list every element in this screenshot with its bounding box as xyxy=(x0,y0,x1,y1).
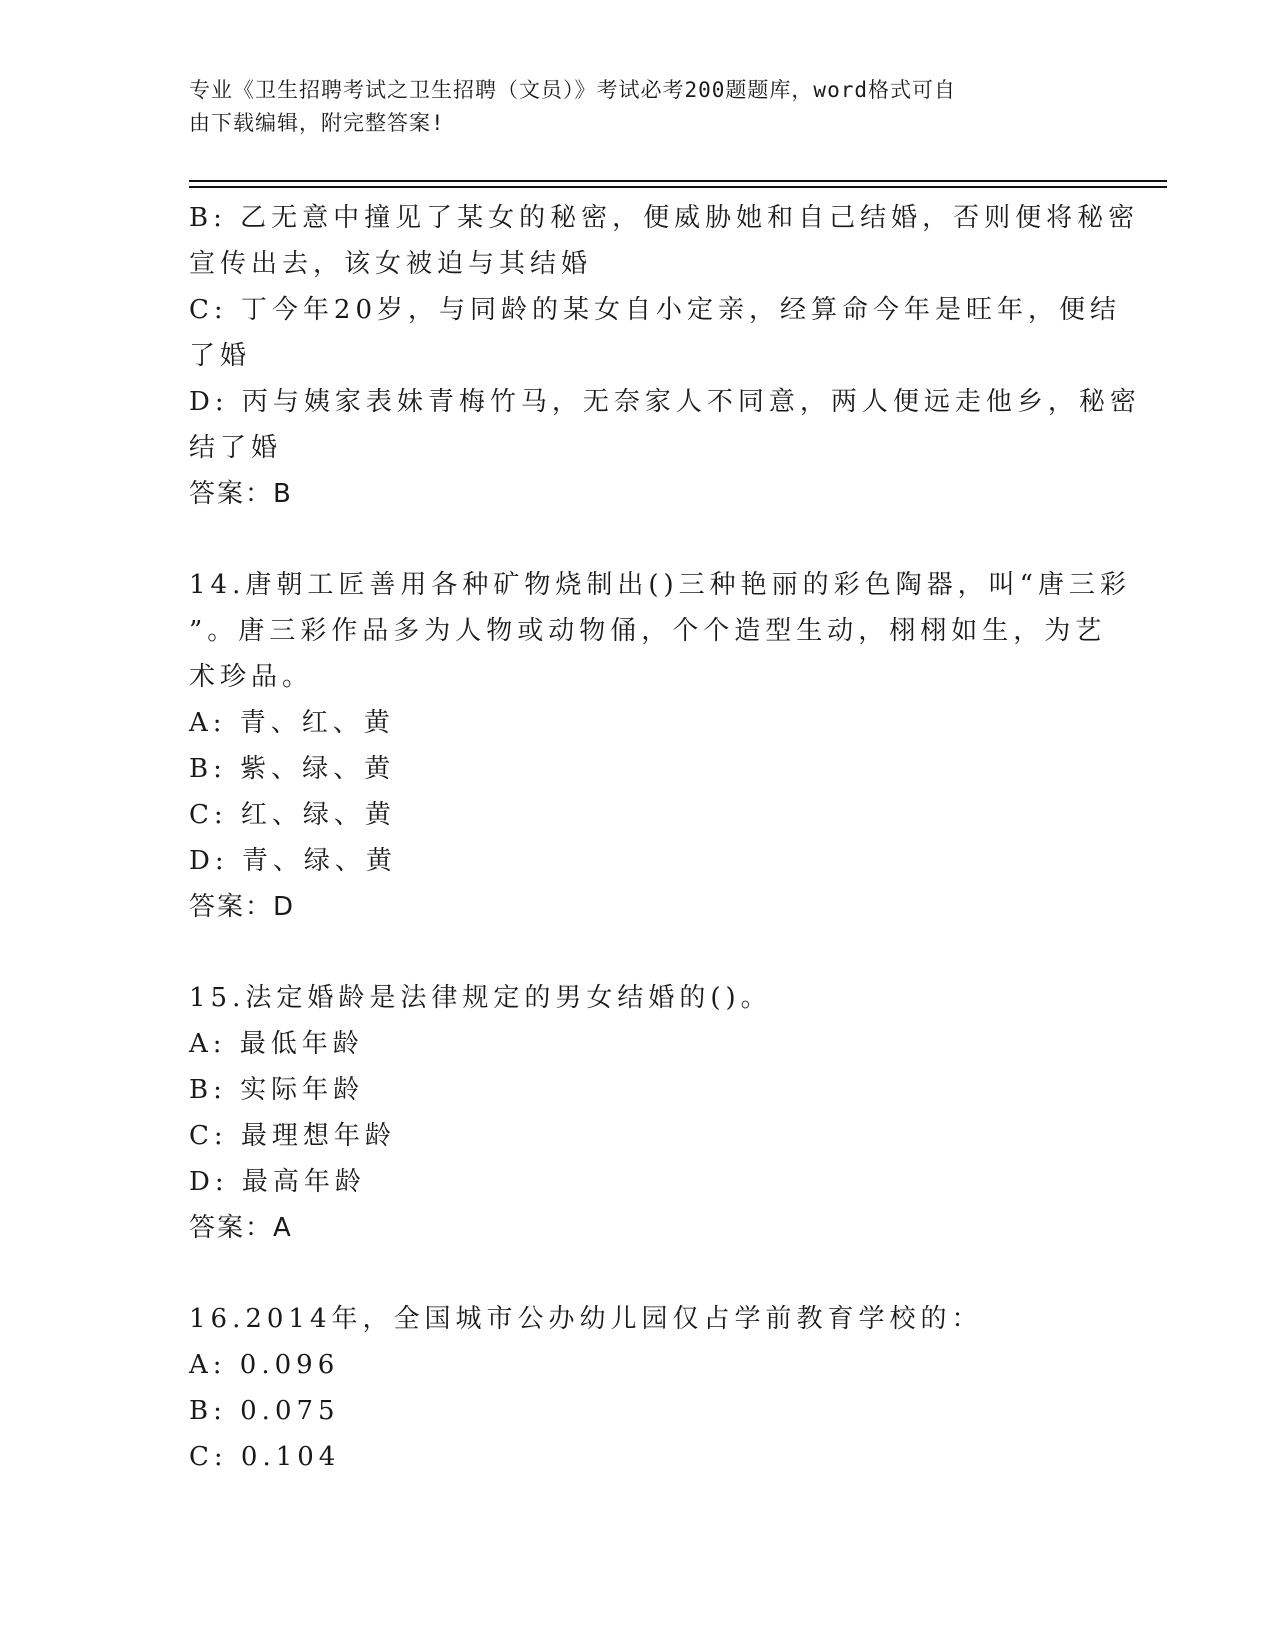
question-15 xyxy=(189,975,1089,1251)
question-16 xyxy=(189,1296,1089,1480)
document-header xyxy=(189,74,1089,140)
option-d: D: 最高年龄 xyxy=(189,1167,366,1197)
option-b: B: 紫、绿、黄 xyxy=(189,754,396,784)
header-line-2: 由下载编辑，附完整答案! xyxy=(189,111,445,135)
option-c: C: 丁今年20岁，与同龄的某女自小定亲，经算命今年是旺年，便结 xyxy=(189,295,1122,325)
answer: 答案：A xyxy=(189,1213,293,1243)
option-a: A: 青、红、黄 xyxy=(189,708,395,738)
header-divider-top xyxy=(189,180,1167,182)
option-d: D: 丙与姨家表妹青梅竹马，无奈家人不同意，两人便远走他乡，秘密 xyxy=(189,387,1141,417)
option-c: C: 0.104 xyxy=(189,1442,341,1472)
header-line-1: 专业《卫生招聘考试之卫生招聘（文员）》考试必考200题题库，word格式可自 xyxy=(189,78,956,102)
spacer xyxy=(189,517,1089,562)
question-stem: 16.2014年，全国城市公办幼儿园仅占学前教育学校的： xyxy=(189,1304,983,1334)
option-b: B: 0.075 xyxy=(189,1396,340,1426)
option-c: C: 红、绿、黄 xyxy=(189,800,396,830)
question-stem-cont: ”。唐三彩作品多为人物或动物俑，个个造型生动，栩栩如生，为艺 xyxy=(189,616,1107,646)
option-d-cont: 结了婚 xyxy=(189,433,283,463)
answer: 答案：D xyxy=(189,892,296,922)
question-stem: 14.唐朝工匠善用各种矿物烧制出()三种艳丽的彩色陶器，叫“唐三彩 xyxy=(189,570,1131,600)
header-divider-bottom xyxy=(189,186,1167,188)
question-13-continued xyxy=(189,195,1141,517)
question-content xyxy=(189,195,1141,1480)
option-b: B: 实际年龄 xyxy=(189,1075,365,1105)
option-a: A: 最低年龄 xyxy=(189,1029,364,1059)
option-b: B: 乙无意中撞见了某女的秘密，便威胁她和自己结婚，否则便将秘密 xyxy=(189,203,1140,233)
option-b-cont: 宣传出去，该女被迫与其结婚 xyxy=(189,249,593,279)
question-stem-cont: 术珍品。 xyxy=(189,662,314,692)
question-14 xyxy=(189,562,1131,930)
option-d: D: 青、绿、黄 xyxy=(189,846,397,876)
option-a: A: 0.096 xyxy=(189,1350,340,1380)
answer: 答案：B xyxy=(189,479,293,509)
spacer xyxy=(189,930,1089,975)
spacer xyxy=(189,1251,1089,1296)
option-c-cont: 了婚 xyxy=(189,341,252,371)
question-stem: 15.法定婚龄是法律规定的男女结婚的()。 xyxy=(189,983,772,1013)
option-c: C: 最理想年龄 xyxy=(189,1121,396,1151)
